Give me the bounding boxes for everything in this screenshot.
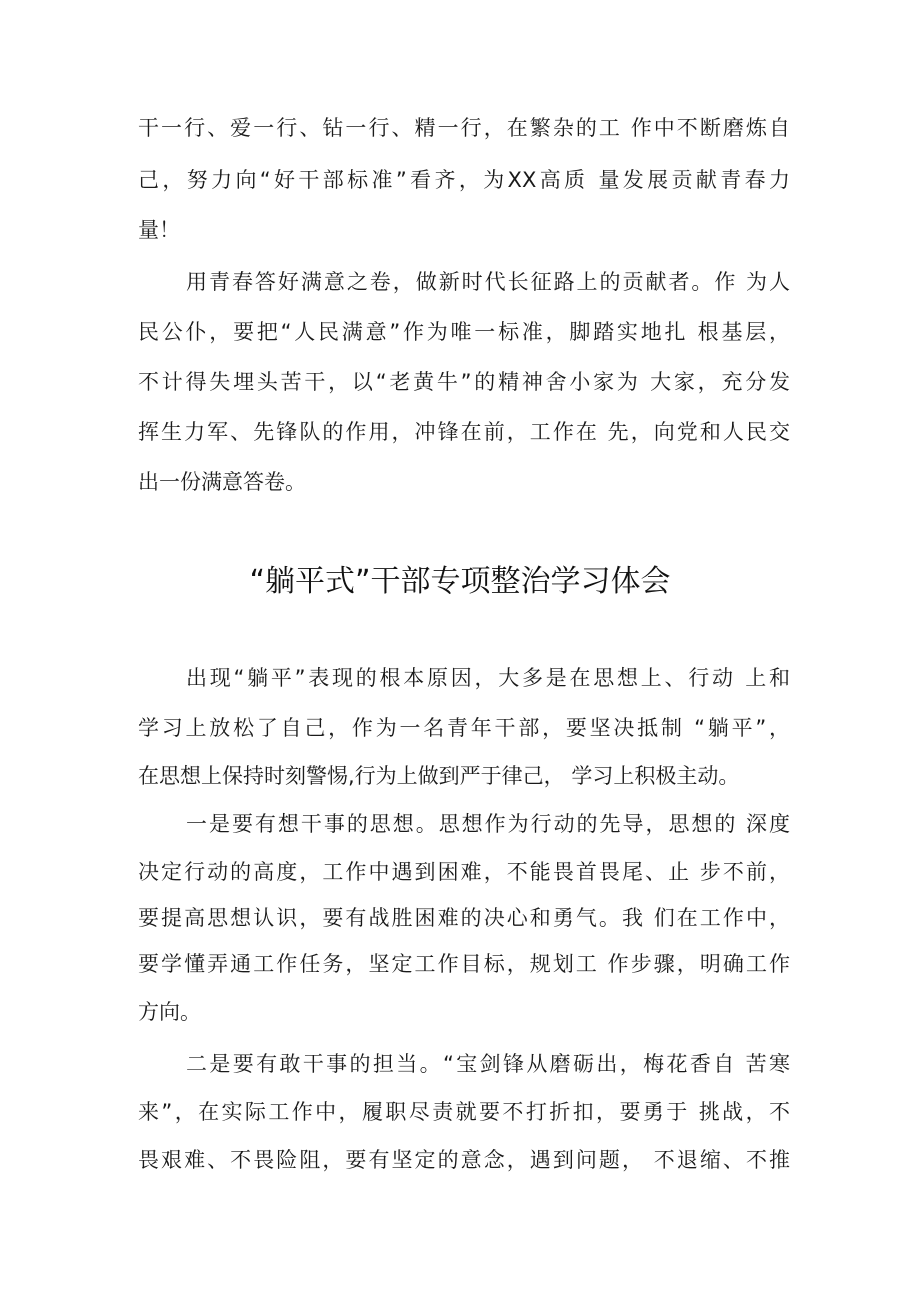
paragraph-line: 不计得失埋头苦干，以“老黄牛”的精神舍小家为 大家，充分发 xyxy=(138,370,790,394)
paragraph-line: 畏艰难、不畏险阻，要有坚定的意念，遇到问题， 不退缩、不推 xyxy=(138,1148,790,1172)
paragraph-line: 用青春答好满意之卷，做新时代长征路上的贡献者。作 为人 xyxy=(186,270,790,294)
paragraph-line: 量！ xyxy=(138,218,180,242)
paragraph-line: 要学懂弄通工作任务，坚定工作目标，规划工 作步骤，明确工作 xyxy=(138,952,790,976)
paragraph-line: 民公仆，要把“人民满意”作为唯一标准，脚踏实地扎 根基层， xyxy=(138,320,790,344)
paragraph-line: 己，努力向“好干部标准”看齐，为XX高质 量发展贡献青春力 xyxy=(138,168,790,192)
paragraph-line: 方向。 xyxy=(138,1000,201,1024)
paragraph-line: 出现“躺平”表现的根本原因，大多是在思想上、行动 上和 xyxy=(186,666,790,690)
paragraph-line: 学习上放松了自己，作为一名青年干部，要坚决抵制 “躺平”， xyxy=(138,716,790,740)
paragraph-line: 出一份满意答卷。 xyxy=(138,470,306,494)
paragraph-line: 来”，在实际工作中，履职尽责就要不打折扣，要勇于 挑战，不 xyxy=(138,1100,790,1124)
paragraph-line: 在思想上保持时刻警惕,行为上做到严于律己， 学习上积极主动。 xyxy=(138,764,740,788)
paragraph-line: 决定行动的高度，工作中遇到困难，不能畏首畏尾、止 步不前， xyxy=(138,860,790,884)
paragraph-line: 一是要有想干事的思想。思想作为行动的先导，思想的 深度 xyxy=(186,812,790,836)
paragraph-line: 要提高思想认识，要有战胜困难的决心和勇气。我 们在工作中， xyxy=(138,906,790,930)
paragraph-line: 干一行、爱一行、钻一行、精一行，在繁杂的工 作中不断磨炼自 xyxy=(138,116,790,140)
paragraph-line: 二是要有敢干事的担当。“宝剑锋从磨砺出，梅花香自 苦寒 xyxy=(186,1052,790,1076)
document-title: “躺平式”干部专项整治学习体会 xyxy=(249,564,671,599)
paragraph-line: 挥生力军、先锋队的作用，冲锋在前，工作在 先，向党和人民交 xyxy=(138,420,790,444)
